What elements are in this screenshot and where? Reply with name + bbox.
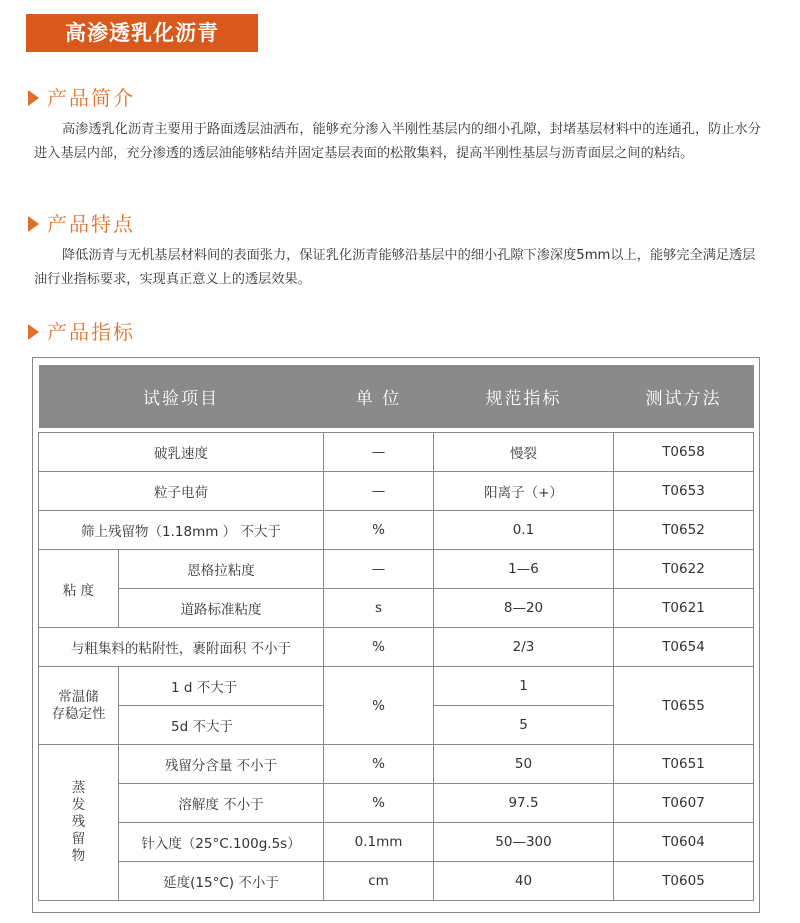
storage-group-label: 常温储 存稳定性 [39,667,119,745]
header-unit: 单 位 [324,365,434,428]
residue-group-label: 蒸 发 残 留 物 [39,745,119,901]
features-paragraph: 降低沥青与无机基层材料间的表面张力，保证乳化沥青能够沿基层中的细小孔隙下渗深度5mm以上，能够完全满足透层油行业指标要求，实现真正意义上的透层效果。 [34,248,756,287]
triangle-bullet-icon [28,90,39,106]
table-row: 破乳速度 — 慢裂 T0658 [39,433,754,472]
features-heading [28,210,135,238]
triangle-bullet-icon [28,216,39,232]
table-row: 常温储 存稳定性 1 d 不大于 % 1 T0655 [39,667,754,706]
specs-heading [28,318,135,346]
product-title-banner: 高渗透乳化沥青 [26,14,258,52]
table-row: 蒸 发 残 留 物 残留分含量 不小于 % 50 T0651 [39,745,754,784]
triangle-bullet-icon [28,324,39,340]
table-row: 针入度（25°C.100g.5s） 0.1mm 50—300 T0604 [39,823,754,862]
features-heading-label: 产品特点 [47,212,135,236]
intro-heading-label: 产品简介 [47,86,135,110]
header-spec: 规范指标 [434,365,614,428]
table-row: 延度(15°C) 不小于 cm 40 T0605 [39,862,754,901]
table-row: 5d 不大于 5 [39,706,754,745]
table-row: 筛上残留物（1.18mm ） 不大于 % 0.1 T0652 [39,511,754,550]
intro-heading [28,84,135,112]
table-row: 道路标准粘度 s 8—20 T0621 [39,589,754,628]
spec-table [38,365,754,901]
header-method: 测试方法 [614,365,754,428]
table-row: 与粗集料的粘附性，裹附面积 不小于 % 2/3 T0654 [39,628,754,667]
table-row: 粒子电荷 — 阳离子（+） T0653 [39,472,754,511]
specs-heading-label: 产品指标 [47,320,135,344]
intro-paragraph: 高渗透乳化沥青主要用于路面透层油洒布，能够充分渗入半刚性基层内的细小孔隙，封堵基层材料中的连通孔，防止水分进入基层内部，充分渗透的透层油能够粘结并固定基层表面的松散集料，提高半刚性基层与沥青面层之间的粘结。 [34,122,761,161]
table-row: 溶解度 不小于 % 97.5 T0607 [39,784,754,823]
viscosity-group-label: 粘 度 [39,550,119,628]
table-header-row [39,365,754,428]
header-test-item: 试验项目 [39,365,324,428]
table-row: 粘 度 恩格拉粘度 — 1—6 T0622 [39,550,754,589]
